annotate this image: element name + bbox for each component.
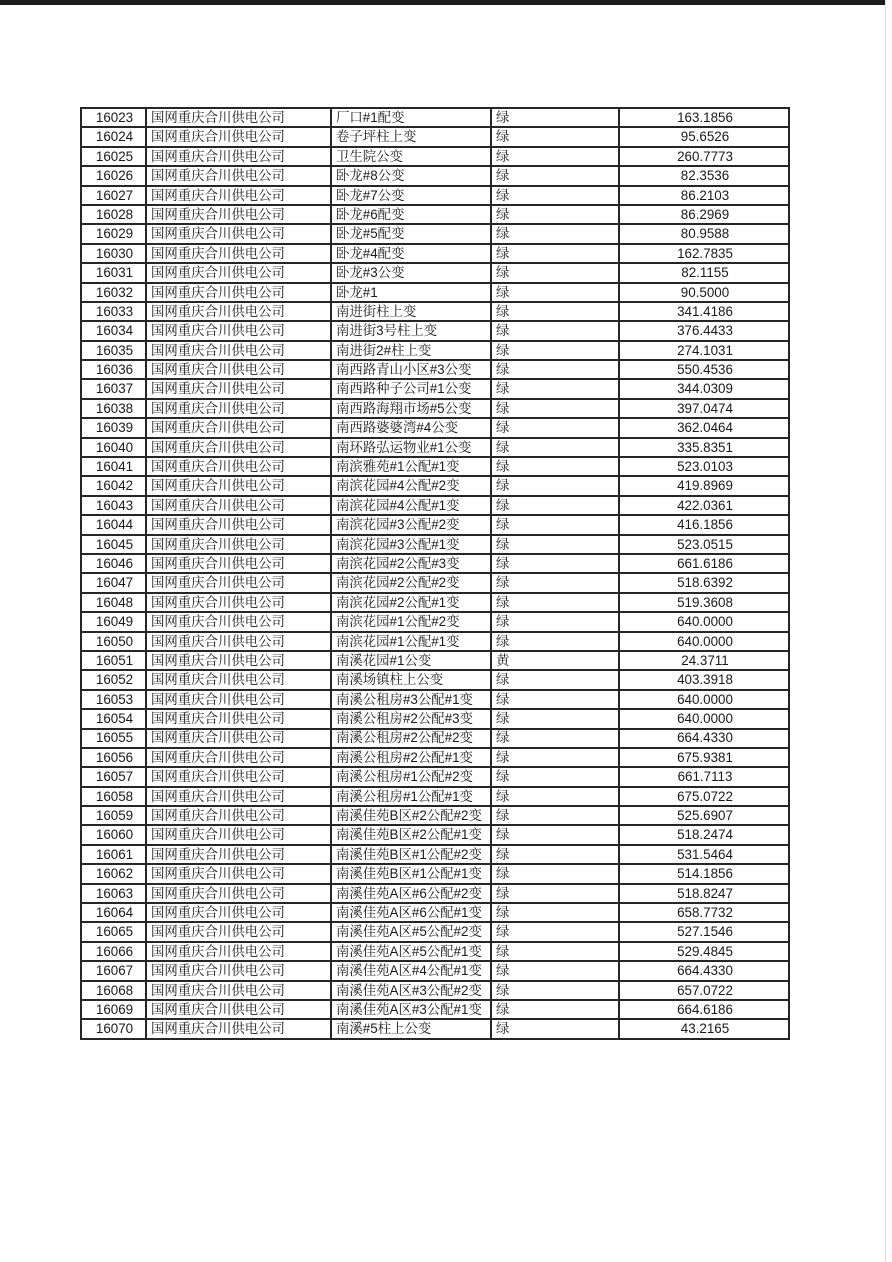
- cell-value: 531.5464: [619, 845, 789, 864]
- cell-value: 529.4845: [619, 942, 789, 961]
- cell-value: 422.0361: [619, 496, 789, 515]
- cell-status: 绿: [491, 496, 619, 515]
- table-row: [81, 166, 789, 185]
- cell-company: 国网重庆合川供电公司: [146, 147, 331, 166]
- cell-name: 南滨花园#3公配#2变: [331, 515, 491, 534]
- cell-company: 国网重庆合川供电公司: [146, 321, 331, 340]
- cell-id: 16059: [81, 806, 146, 825]
- cell-value: 362.0464: [619, 418, 789, 437]
- table-row: [81, 573, 789, 592]
- cell-name: 南西路婆婆湾#4公变: [331, 418, 491, 437]
- table-row: [81, 612, 789, 631]
- table-row: [81, 554, 789, 573]
- cell-status: 绿: [491, 573, 619, 592]
- table-row: [81, 457, 789, 476]
- cell-value: 518.6392: [619, 573, 789, 592]
- table-row: [81, 825, 789, 844]
- cell-id: 16032: [81, 283, 146, 302]
- cell-status: 绿: [491, 360, 619, 379]
- cell-company: 国网重庆合川供电公司: [146, 438, 331, 457]
- cell-id: 16057: [81, 767, 146, 786]
- table-row: [81, 593, 789, 612]
- cell-company: 国网重庆合川供电公司: [146, 806, 331, 825]
- cell-name: 南溪佳苑A区#5公配#1变: [331, 942, 491, 961]
- table-row: [81, 515, 789, 534]
- cell-company: 国网重庆合川供电公司: [146, 127, 331, 146]
- cell-id: 16031: [81, 263, 146, 282]
- cell-value: 657.0722: [619, 981, 789, 1000]
- cell-status: 绿: [491, 981, 619, 1000]
- cell-company: 国网重庆合川供电公司: [146, 166, 331, 185]
- cell-id: 16025: [81, 147, 146, 166]
- cell-status: 绿: [491, 379, 619, 398]
- table-row: [81, 360, 789, 379]
- cell-company: 国网重庆合川供电公司: [146, 302, 331, 321]
- cell-name: 南进街柱上变: [331, 302, 491, 321]
- table-row: [81, 224, 789, 243]
- table-row: [81, 651, 789, 670]
- table-body: [81, 108, 789, 1039]
- cell-value: 523.0515: [619, 535, 789, 554]
- cell-id: 16033: [81, 302, 146, 321]
- cell-name: 卧龙#1: [331, 283, 491, 302]
- cell-value: 525.6907: [619, 806, 789, 825]
- cell-status: 绿: [491, 612, 619, 631]
- cell-value: 344.0309: [619, 379, 789, 398]
- table-row: [81, 670, 789, 689]
- cell-name: 卧龙#5配变: [331, 224, 491, 243]
- table-row: [81, 942, 789, 961]
- cell-company: 国网重庆合川供电公司: [146, 496, 331, 515]
- cell-name: 南进街3号柱上变: [331, 321, 491, 340]
- cell-status: 绿: [491, 767, 619, 786]
- table-row: [81, 632, 789, 651]
- cell-status: 绿: [491, 438, 619, 457]
- cell-status: 绿: [491, 593, 619, 612]
- cell-name: 南溪花园#1公变: [331, 651, 491, 670]
- cell-name: 南溪场镇柱上公变: [331, 670, 491, 689]
- cell-value: 664.6186: [619, 1000, 789, 1019]
- cell-status: 绿: [491, 961, 619, 980]
- cell-status: 绿: [491, 321, 619, 340]
- cell-id: 16062: [81, 864, 146, 883]
- cell-name: 南西路青山小区#3公变: [331, 360, 491, 379]
- cell-name: 南滨花园#2公配#1变: [331, 593, 491, 612]
- table-row: [81, 496, 789, 515]
- cell-name: 南溪佳苑A区#3公配#2变: [331, 981, 491, 1000]
- page-top-divider: [0, 0, 886, 5]
- table-row: [81, 399, 789, 418]
- cell-id: 16038: [81, 399, 146, 418]
- cell-company: 国网重庆合川供电公司: [146, 787, 331, 806]
- cell-company: 国网重庆合川供电公司: [146, 379, 331, 398]
- cell-value: 163.1856: [619, 108, 789, 127]
- cell-status: 绿: [491, 690, 619, 709]
- table-row: [81, 961, 789, 980]
- cell-id: 16054: [81, 709, 146, 728]
- cell-value: 640.0000: [619, 709, 789, 728]
- cell-name: 南溪佳苑B区#2公配#1变: [331, 825, 491, 844]
- table-row: [81, 1019, 789, 1038]
- cell-id: 16068: [81, 981, 146, 1000]
- cell-name: 南溪公租房#2公配#3变: [331, 709, 491, 728]
- cell-value: 640.0000: [619, 690, 789, 709]
- cell-id: 16035: [81, 341, 146, 360]
- cell-name: 南溪公租房#3公配#1变: [331, 690, 491, 709]
- table-row: [81, 535, 789, 554]
- table-row: [81, 981, 789, 1000]
- cell-id: 16027: [81, 186, 146, 205]
- cell-value: 403.3918: [619, 670, 789, 689]
- cell-status: 绿: [491, 748, 619, 767]
- cell-name: 南溪佳苑A区#4公配#1变: [331, 961, 491, 980]
- cell-status: 绿: [491, 884, 619, 903]
- cell-status: 绿: [491, 166, 619, 185]
- cell-company: 国网重庆合川供电公司: [146, 903, 331, 922]
- cell-company: 国网重庆合川供电公司: [146, 884, 331, 903]
- table-row: [81, 283, 789, 302]
- cell-status: 绿: [491, 632, 619, 651]
- table-row: [81, 108, 789, 127]
- cell-value: 82.3536: [619, 166, 789, 185]
- cell-status: 绿: [491, 108, 619, 127]
- cell-company: 国网重庆合川供电公司: [146, 186, 331, 205]
- cell-company: 国网重庆合川供电公司: [146, 864, 331, 883]
- cell-company: 国网重庆合川供电公司: [146, 690, 331, 709]
- cell-company: 国网重庆合川供电公司: [146, 942, 331, 961]
- cell-name: 南溪佳苑A区#6公配#2变: [331, 884, 491, 903]
- cell-id: 16023: [81, 108, 146, 127]
- cell-id: 16041: [81, 457, 146, 476]
- cell-name: 南溪#5柱上公变: [331, 1019, 491, 1038]
- cell-value: 518.8247: [619, 884, 789, 903]
- cell-name: 南溪公租房#2公配#2变: [331, 729, 491, 748]
- table-row: [81, 418, 789, 437]
- cell-company: 国网重庆合川供电公司: [146, 244, 331, 263]
- cell-company: 国网重庆合川供电公司: [146, 922, 331, 941]
- cell-value: 664.4330: [619, 729, 789, 748]
- cell-company: 国网重庆合川供电公司: [146, 767, 331, 786]
- cell-id: 16053: [81, 690, 146, 709]
- cell-id: 16064: [81, 903, 146, 922]
- cell-name: 卧龙#4配变: [331, 244, 491, 263]
- cell-id: 16056: [81, 748, 146, 767]
- cell-value: 658.7732: [619, 903, 789, 922]
- cell-status: 绿: [491, 186, 619, 205]
- cell-company: 国网重庆合川供电公司: [146, 748, 331, 767]
- cell-company: 国网重庆合川供电公司: [146, 554, 331, 573]
- cell-status: 绿: [491, 670, 619, 689]
- cell-value: 24.3711: [619, 651, 789, 670]
- cell-status: 绿: [491, 942, 619, 961]
- cell-status: 绿: [491, 127, 619, 146]
- cell-status: 绿: [491, 1000, 619, 1019]
- cell-value: 640.0000: [619, 612, 789, 631]
- cell-id: 16024: [81, 127, 146, 146]
- cell-status: 绿: [491, 263, 619, 282]
- table-row: [81, 186, 789, 205]
- cell-status: 绿: [491, 1019, 619, 1038]
- cell-company: 国网重庆合川供电公司: [146, 670, 331, 689]
- cell-company: 国网重庆合川供电公司: [146, 573, 331, 592]
- cell-name: 南滨花园#4公配#2变: [331, 476, 491, 495]
- cell-id: 16044: [81, 515, 146, 534]
- cell-value: 341.4186: [619, 302, 789, 321]
- table-row: [81, 748, 789, 767]
- cell-id: 16028: [81, 205, 146, 224]
- cell-status: 绿: [491, 787, 619, 806]
- table-row: [81, 321, 789, 340]
- table-row: [81, 922, 789, 941]
- cell-id: 16029: [81, 224, 146, 243]
- cell-name: 南滨雅苑#1公配#1变: [331, 457, 491, 476]
- cell-id: 16060: [81, 825, 146, 844]
- table-row: [81, 147, 789, 166]
- table-row: [81, 205, 789, 224]
- cell-id: 16049: [81, 612, 146, 631]
- cell-id: 16026: [81, 166, 146, 185]
- cell-id: 16069: [81, 1000, 146, 1019]
- cell-status: 绿: [491, 476, 619, 495]
- cell-value: 640.0000: [619, 632, 789, 651]
- cell-name: 卧龙#7公变: [331, 186, 491, 205]
- cell-company: 国网重庆合川供电公司: [146, 205, 331, 224]
- cell-name: 南滨花园#2公配#2变: [331, 573, 491, 592]
- table-row: [81, 729, 789, 748]
- cell-value: 527.1546: [619, 922, 789, 941]
- cell-value: 82.1155: [619, 263, 789, 282]
- cell-status: 绿: [491, 399, 619, 418]
- cell-value: 86.2103: [619, 186, 789, 205]
- table-row: [81, 884, 789, 903]
- cell-company: 国网重庆合川供电公司: [146, 1000, 331, 1019]
- cell-value: 518.2474: [619, 825, 789, 844]
- table-row: [81, 690, 789, 709]
- table-row: [81, 379, 789, 398]
- cell-id: 16036: [81, 360, 146, 379]
- table-row: [81, 845, 789, 864]
- cell-value: 664.4330: [619, 961, 789, 980]
- transformer-load-table: [80, 107, 790, 1040]
- cell-name: 卫生院公变: [331, 147, 491, 166]
- cell-id: 16048: [81, 593, 146, 612]
- cell-company: 国网重庆合川供电公司: [146, 593, 331, 612]
- cell-name: 南溪佳苑B区#1公配#2变: [331, 845, 491, 864]
- cell-value: 675.0722: [619, 787, 789, 806]
- cell-id: 16043: [81, 496, 146, 515]
- cell-company: 国网重庆合川供电公司: [146, 961, 331, 980]
- cell-status: 绿: [491, 205, 619, 224]
- cell-name: 南滨花园#3公配#1变: [331, 535, 491, 554]
- table-row: [81, 302, 789, 321]
- table-row: [81, 864, 789, 883]
- cell-status: 绿: [491, 922, 619, 941]
- cell-id: 16052: [81, 670, 146, 689]
- cell-name: 南溪公租房#1公配#2变: [331, 767, 491, 786]
- cell-name: 南溪公租房#1公配#1变: [331, 787, 491, 806]
- cell-company: 国网重庆合川供电公司: [146, 399, 331, 418]
- cell-value: 376.4433: [619, 321, 789, 340]
- cell-status: 绿: [491, 729, 619, 748]
- cell-id: 16051: [81, 651, 146, 670]
- cell-id: 16037: [81, 379, 146, 398]
- cell-value: 397.0474: [619, 399, 789, 418]
- cell-name: 南滨花园#2公配#3变: [331, 554, 491, 573]
- cell-name: 南溪佳苑A区#6公配#1变: [331, 903, 491, 922]
- cell-name: 卧龙#6配变: [331, 205, 491, 224]
- cell-status: 黄: [491, 651, 619, 670]
- cell-name: 南滨花园#4公配#1变: [331, 496, 491, 515]
- cell-status: 绿: [491, 224, 619, 243]
- cell-id: 16034: [81, 321, 146, 340]
- cell-status: 绿: [491, 554, 619, 573]
- cell-status: 绿: [491, 825, 619, 844]
- cell-value: 335.8351: [619, 438, 789, 457]
- cell-id: 16030: [81, 244, 146, 263]
- cell-value: 419.8969: [619, 476, 789, 495]
- cell-value: 43.2165: [619, 1019, 789, 1038]
- page-right-edge: [885, 0, 892, 1262]
- cell-status: 绿: [491, 418, 619, 437]
- cell-name: 南进街2#柱上变: [331, 341, 491, 360]
- cell-value: 675.9381: [619, 748, 789, 767]
- cell-value: 162.7835: [619, 244, 789, 263]
- cell-value: 260.7773: [619, 147, 789, 166]
- cell-id: 16067: [81, 961, 146, 980]
- cell-value: 661.6186: [619, 554, 789, 573]
- cell-value: 86.2969: [619, 205, 789, 224]
- cell-status: 绿: [491, 709, 619, 728]
- cell-id: 16040: [81, 438, 146, 457]
- cell-name: 南滨花园#1公配#1变: [331, 632, 491, 651]
- cell-company: 国网重庆合川供电公司: [146, 283, 331, 302]
- cell-id: 16065: [81, 922, 146, 941]
- cell-company: 国网重庆合川供电公司: [146, 845, 331, 864]
- cell-company: 国网重庆合川供电公司: [146, 729, 331, 748]
- cell-company: 国网重庆合川供电公司: [146, 825, 331, 844]
- cell-name: 南西路海翔市场#5公变: [331, 399, 491, 418]
- cell-status: 绿: [491, 244, 619, 263]
- cell-value: 80.9588: [619, 224, 789, 243]
- cell-name: 卧龙#3公变: [331, 263, 491, 282]
- cell-id: 16050: [81, 632, 146, 651]
- cell-name: 南滨花园#1公配#2变: [331, 612, 491, 631]
- cell-status: 绿: [491, 302, 619, 321]
- cell-name: 南环路弘运物业#1公变: [331, 438, 491, 457]
- cell-company: 国网重庆合川供电公司: [146, 360, 331, 379]
- cell-company: 国网重庆合川供电公司: [146, 341, 331, 360]
- cell-value: 514.1856: [619, 864, 789, 883]
- cell-company: 国网重庆合川供电公司: [146, 263, 331, 282]
- cell-value: 661.7113: [619, 767, 789, 786]
- cell-id: 16047: [81, 573, 146, 592]
- table-row: [81, 127, 789, 146]
- cell-id: 16039: [81, 418, 146, 437]
- cell-company: 国网重庆合川供电公司: [146, 476, 331, 495]
- cell-name: 南溪佳苑A区#3公配#1变: [331, 1000, 491, 1019]
- cell-name: 南溪佳苑B区#2公配#2变: [331, 806, 491, 825]
- table-row: [81, 438, 789, 457]
- cell-company: 国网重庆合川供电公司: [146, 535, 331, 554]
- cell-status: 绿: [491, 864, 619, 883]
- table-row: [81, 476, 789, 495]
- cell-name: 南溪佳苑A区#5公配#2变: [331, 922, 491, 941]
- cell-company: 国网重庆合川供电公司: [146, 651, 331, 670]
- cell-value: 550.4536: [619, 360, 789, 379]
- cell-status: 绿: [491, 457, 619, 476]
- cell-name: 卧龙#8公变: [331, 166, 491, 185]
- cell-id: 16046: [81, 554, 146, 573]
- cell-value: 95.6526: [619, 127, 789, 146]
- table-row: [81, 1000, 789, 1019]
- cell-name: 南溪佳苑B区#1公配#1变: [331, 864, 491, 883]
- cell-id: 16055: [81, 729, 146, 748]
- table-row: [81, 263, 789, 282]
- cell-company: 国网重庆合川供电公司: [146, 709, 331, 728]
- cell-id: 16045: [81, 535, 146, 554]
- cell-id: 16063: [81, 884, 146, 903]
- cell-status: 绿: [491, 283, 619, 302]
- cell-status: 绿: [491, 147, 619, 166]
- cell-id: 16070: [81, 1019, 146, 1038]
- table-row: [81, 341, 789, 360]
- cell-status: 绿: [491, 515, 619, 534]
- cell-company: 国网重庆合川供电公司: [146, 457, 331, 476]
- cell-status: 绿: [491, 341, 619, 360]
- cell-company: 国网重庆合川供电公司: [146, 418, 331, 437]
- cell-id: 16058: [81, 787, 146, 806]
- cell-name: 南溪公租房#2公配#1变: [331, 748, 491, 767]
- cell-status: 绿: [491, 535, 619, 554]
- cell-value: 90.5000: [619, 283, 789, 302]
- cell-status: 绿: [491, 845, 619, 864]
- cell-value: 274.1031: [619, 341, 789, 360]
- table-row: [81, 767, 789, 786]
- cell-company: 国网重庆合川供电公司: [146, 612, 331, 631]
- table-row: [81, 806, 789, 825]
- cell-company: 国网重庆合川供电公司: [146, 224, 331, 243]
- cell-name: 南西路种子公司#1公变: [331, 379, 491, 398]
- cell-value: 416.1856: [619, 515, 789, 534]
- table-row: [81, 244, 789, 263]
- table-row: [81, 709, 789, 728]
- cell-company: 国网重庆合川供电公司: [146, 981, 331, 1000]
- cell-value: 523.0103: [619, 457, 789, 476]
- cell-id: 16066: [81, 942, 146, 961]
- table-row: [81, 903, 789, 922]
- cell-value: 519.3608: [619, 593, 789, 612]
- cell-company: 国网重庆合川供电公司: [146, 1019, 331, 1038]
- cell-company: 国网重庆合川供电公司: [146, 632, 331, 651]
- table-row: [81, 787, 789, 806]
- cell-status: 绿: [491, 903, 619, 922]
- cell-company: 国网重庆合川供电公司: [146, 108, 331, 127]
- cell-id: 16061: [81, 845, 146, 864]
- cell-name: 卷子坪柱上变: [331, 127, 491, 146]
- cell-status: 绿: [491, 806, 619, 825]
- cell-company: 国网重庆合川供电公司: [146, 515, 331, 534]
- cell-id: 16042: [81, 476, 146, 495]
- cell-name: 厂口#1配变: [331, 108, 491, 127]
